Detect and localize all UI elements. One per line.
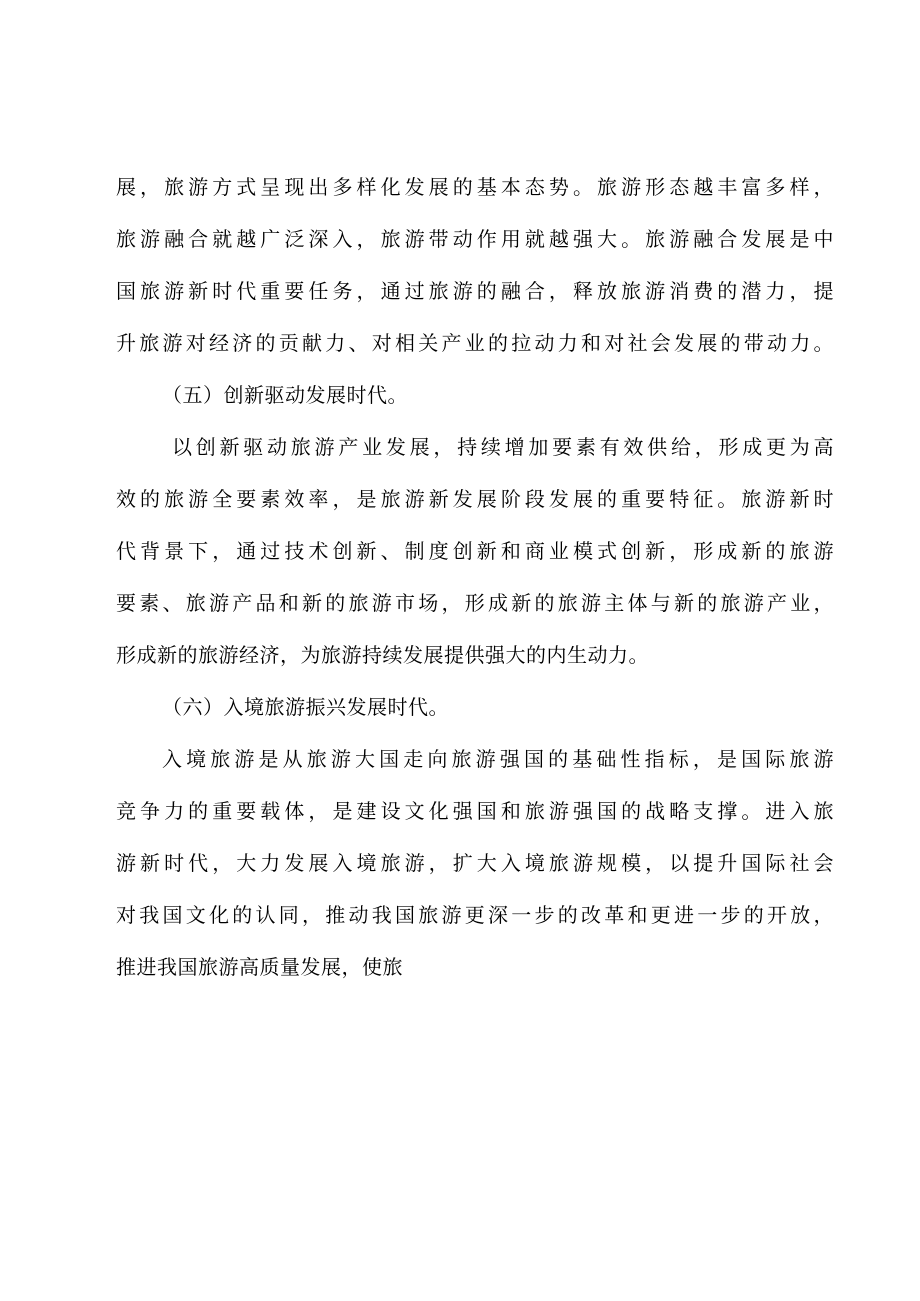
paragraph-line: 效的旅游全要素效率，是旅游新发展阶段发展的重要特征。旅游新时	[116, 487, 834, 511]
paragraph-line: 国旅游新时代重要任务，通过旅游的融合，释放旅游消费的潜力，提	[116, 279, 834, 303]
paragraph-line: 升旅游对经济的贡献力、对相关产业的拉动力和对社会发展的带动力。	[116, 331, 834, 355]
paragraph-line: 代背景下，通过技术创新、制度创新和商业模式创新，形成新的旅游	[116, 539, 834, 563]
paragraph-line: 形成新的旅游经济，为旅游持续发展提供强大的内生动力。	[116, 643, 649, 667]
section-heading-5: （五）创新驱动发展时代。	[162, 383, 408, 407]
document-body	[116, 161, 834, 993]
paragraph-line: 旅游融合就越广泛深入，旅游带动作用就越强大。旅游融合发展是中	[116, 227, 834, 251]
section-heading-6: （六）入境旅游振兴发展时代。	[162, 695, 449, 719]
paragraph-line: 推进我国旅游高质量发展，使旅	[116, 955, 403, 979]
paragraph-line: 入境旅游是从旅游大国走向旅游强国的基础性指标，是国际旅游	[162, 747, 834, 771]
paragraph-line: 对我国文化的认同，推动我国旅游更深一步的改革和更进一步的开放，	[116, 903, 834, 927]
paragraph-line: 以创新驱动旅游产业发展，持续增加要素有效供给，形成更为高	[172, 435, 834, 459]
paragraph-line: 展，旅游方式呈现出多样化发展的基本态势。旅游形态越丰富多样，	[116, 175, 834, 199]
paragraph-line: 竞争力的重要载体，是建设文化强国和旅游强国的战略支撑。进入旅	[116, 799, 834, 823]
paragraph-line: 游新时代，大力发展入境旅游，扩大入境旅游规模，以提升国际社会	[116, 851, 834, 875]
paragraph-line: 要素、旅游产品和新的旅游市场，形成新的旅游主体与新的旅游产业，	[116, 591, 834, 615]
